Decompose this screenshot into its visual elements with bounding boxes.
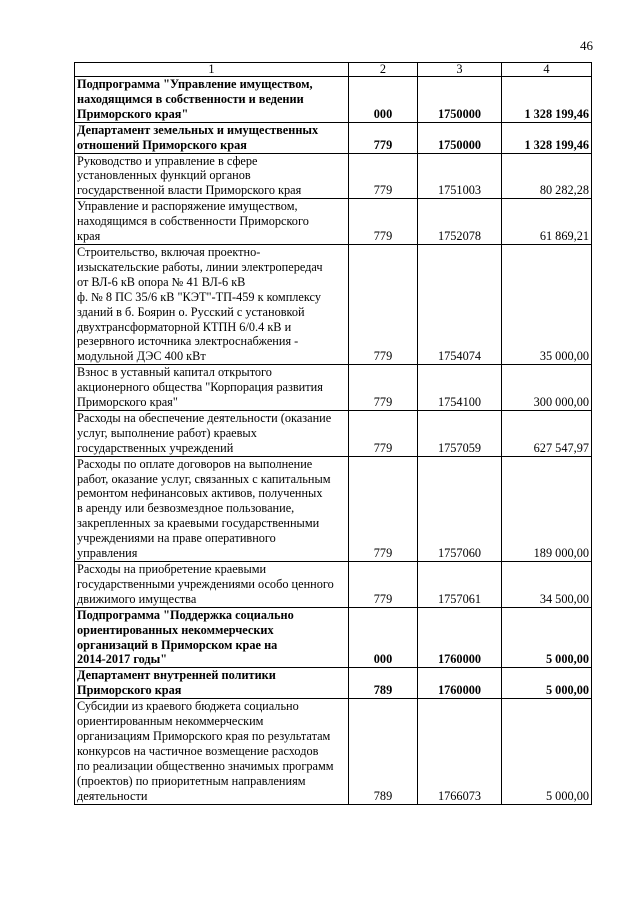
row-code-cell: 000	[349, 607, 418, 668]
table-row	[75, 244, 592, 364]
row-name-line: зданий в б. Боярин о. Русский с установкой	[77, 304, 305, 319]
row-name-line: по реализации общественно значимых программ	[77, 758, 334, 773]
row-name-line: Подпрограмма "Управление имуществом,	[77, 77, 313, 91]
row-code-cell: 779	[349, 122, 418, 153]
header-col-2: 2	[349, 63, 418, 77]
row-amount-cell: 80 282,28	[502, 153, 592, 199]
row-code-cell: 789	[349, 699, 418, 804]
table-row	[75, 410, 592, 456]
table-row	[75, 122, 592, 153]
table-row	[75, 77, 592, 123]
row-name-line: Субсидии из краевого бюджета социально	[77, 699, 299, 714]
row-code-cell: 779	[349, 199, 418, 245]
row-amount-cell: 189 000,00	[502, 456, 592, 561]
row-amount-cell: 1 328 199,46	[502, 122, 592, 153]
row-name-line: управления	[77, 546, 138, 561]
row-name-line: деятельности	[77, 788, 148, 803]
row-name-line: Департамент внутренней политики	[77, 668, 276, 683]
row-name-line: Департамент земельных и имущественных	[77, 122, 319, 137]
row-amount-cell: 627 547,97	[502, 410, 592, 456]
row-amount-cell: 34 500,00	[502, 562, 592, 608]
row-target-cell: 1752078	[418, 199, 502, 245]
table-row	[75, 607, 592, 668]
row-name-line: Управление и распоряжение имуществом,	[77, 199, 298, 214]
row-target-cell: 1751003	[418, 153, 502, 199]
table-row	[75, 199, 592, 245]
row-name-line: модульной ДЭС 400 кВт	[77, 349, 206, 364]
row-amount-cell: 5 000,00	[502, 607, 592, 668]
row-name-line: организаций в Приморском крае на	[77, 637, 278, 652]
row-amount-cell: 1 328 199,46	[502, 77, 592, 123]
row-name-cell	[75, 668, 349, 699]
row-name-line: ориентированных некоммерческих	[77, 622, 274, 637]
budget-table-body	[75, 63, 592, 805]
row-target-cell: 1766073	[418, 699, 502, 804]
row-name-line: отношений Приморского края	[77, 137, 247, 152]
row-amount-cell: 5 000,00	[502, 668, 592, 699]
row-name-line: движимого имущества	[77, 591, 197, 606]
row-name-cell	[75, 365, 349, 411]
row-name-line: Строительство, включая проектно-	[77, 244, 261, 259]
row-code-cell: 000	[349, 77, 418, 123]
row-name-cell	[75, 153, 349, 199]
row-name-line: Приморского края	[77, 683, 182, 698]
row-name-cell	[75, 244, 349, 364]
row-name-line: в аренду или безвозмездное пользование,	[77, 501, 295, 516]
budget-table	[74, 62, 592, 805]
row-name-cell	[75, 699, 349, 804]
row-name-line: услуг, выполнение работ) краевых	[77, 425, 257, 440]
row-target-cell: 1757061	[418, 562, 502, 608]
row-name-line: Приморского края"	[77, 395, 178, 410]
row-name-line: ремонтом нефинансовых активов, полученных	[77, 486, 323, 501]
row-name-line: находящимся в собственности и ведении	[77, 91, 304, 106]
row-name-line: организациям Приморского края по результатам	[77, 728, 331, 743]
page-number: 46	[580, 38, 593, 53]
row-name-line: государственными учреждениями особо ценного	[77, 576, 334, 591]
row-code-cell: 779	[349, 244, 418, 364]
row-target-cell: 1760000	[418, 668, 502, 699]
row-name-line: Приморского края"	[77, 106, 189, 121]
row-name-line: Расходы на обеспечение деятельности (оказание	[77, 410, 332, 425]
header-col-3: 3	[418, 63, 502, 77]
row-target-cell: 1750000	[418, 122, 502, 153]
row-code-cell: 779	[349, 365, 418, 411]
row-name-line: акционерного общества "Корпорация развития	[77, 380, 323, 395]
row-target-cell: 1754100	[418, 365, 502, 411]
row-name-cell	[75, 77, 349, 123]
row-code-cell: 779	[349, 153, 418, 199]
row-name-cell	[75, 607, 349, 668]
table-row	[75, 365, 592, 411]
row-amount-cell: 35 000,00	[502, 244, 592, 364]
table-row	[75, 699, 592, 804]
row-name-line: ориентированным некоммерческим	[77, 714, 264, 729]
row-target-cell: 1757060	[418, 456, 502, 561]
header-row	[75, 63, 592, 77]
row-target-cell: 1754074	[418, 244, 502, 364]
row-code-cell: 779	[349, 456, 418, 561]
row-name-line: закрепленных за краевыми государственными	[77, 516, 320, 531]
row-name-line: резервного источника электроснабжения -	[77, 334, 299, 349]
row-name-line: Расходы по оплате договоров на выполнение	[77, 456, 313, 471]
table-row	[75, 153, 592, 199]
row-name-line: Взнос в уставный капитал открытого	[77, 365, 272, 380]
row-name-line: изыскательские работы, линии электропередач	[77, 259, 323, 274]
row-name-cell	[75, 122, 349, 153]
row-target-cell: 1760000	[418, 607, 502, 668]
table-row	[75, 562, 592, 608]
header-col-4: 4	[502, 63, 592, 77]
row-name-line: конкурсов на частичное возмещение расходов	[77, 743, 319, 758]
row-name-line: края	[77, 229, 101, 244]
row-name-cell	[75, 199, 349, 245]
row-name-cell	[75, 410, 349, 456]
row-name-line: (проектов) по приоритетным направлениям	[77, 773, 306, 788]
row-name-line: государственной власти Приморского края	[77, 183, 302, 198]
row-name-cell	[75, 456, 349, 561]
row-name-line: Подпрограмма "Поддержка социально	[77, 607, 294, 622]
row-name-line: учреждениями на праве оперативного	[77, 531, 276, 546]
row-code-cell: 779	[349, 562, 418, 608]
row-code-cell: 779	[349, 410, 418, 456]
table-row	[75, 456, 592, 561]
row-amount-cell: 5 000,00	[502, 699, 592, 804]
row-name-line: ф. № 8 ПС 35/6 кВ "КЭТ"-ТП-459 к комплексу	[77, 289, 321, 304]
row-name-line: Расходы на приобретение краевыми	[77, 562, 267, 576]
row-target-cell: 1757059	[418, 410, 502, 456]
table-row	[75, 668, 592, 699]
row-name-line: установленных функций органов	[77, 168, 251, 183]
row-name-cell	[75, 562, 349, 608]
row-name-line: государственных учреждений	[77, 440, 234, 455]
row-name-line: Руководство и управление в сфере	[77, 153, 258, 168]
row-name-line: двухтрансформаторной КТПН 6/0.4 кВ и	[77, 319, 292, 334]
row-amount-cell: 300 000,00	[502, 365, 592, 411]
header-col-1: 1	[75, 63, 349, 77]
row-name-line: от ВЛ-6 кВ опора № 41 ВЛ-6 кВ	[77, 274, 246, 289]
row-name-line: 2014-2017 годы"	[77, 652, 168, 667]
row-name-line: работ, оказание услуг, связанных с капитальным	[77, 471, 331, 486]
row-code-cell: 789	[349, 668, 418, 699]
row-target-cell: 1750000	[418, 77, 502, 123]
row-amount-cell: 61 869,21	[502, 199, 592, 245]
row-name-line: находящимся в собственности Приморского	[77, 214, 309, 229]
